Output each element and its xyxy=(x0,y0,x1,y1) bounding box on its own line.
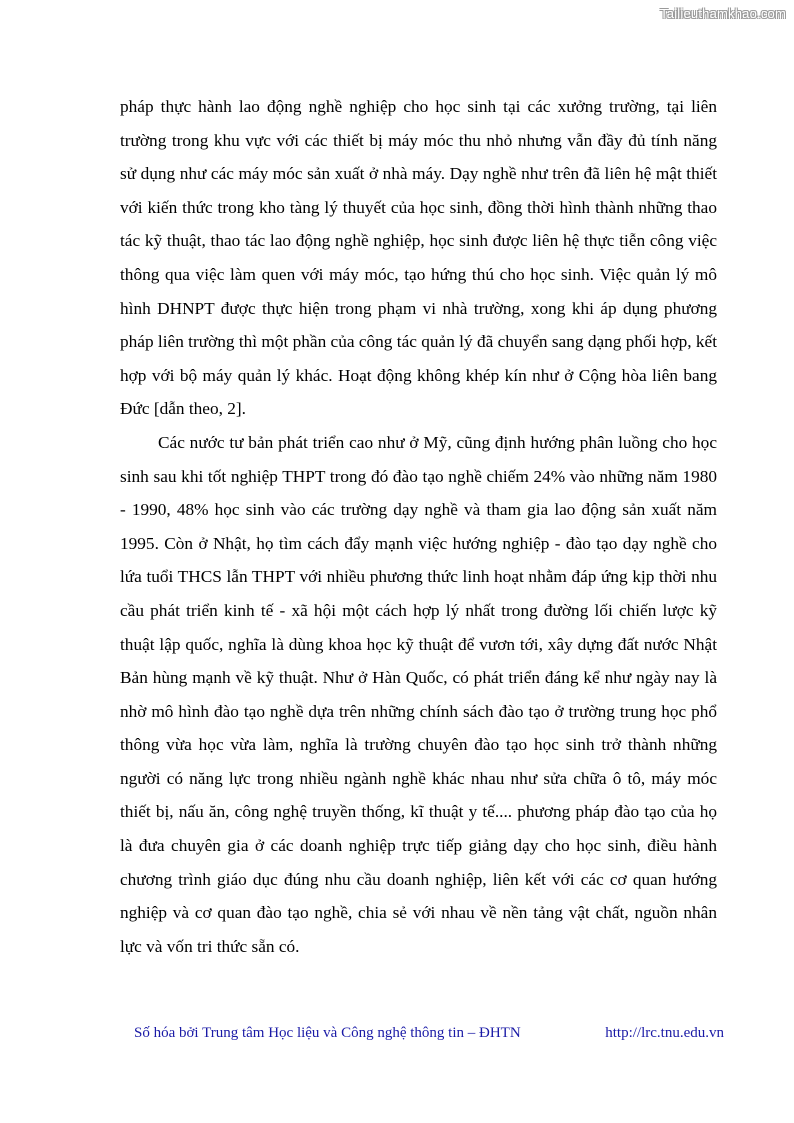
paragraph-continuation: pháp thực hành lao động nghề nghiệp cho học sinh tại các xưởng trường, tại liên trường trong khu vực với các thiết bị máy móc thu nhỏ nhưng vẫn đầy đủ tính năng sử dụng như các máy móc sản xuất ở nhà máy. Dạy nghề như trên đã liên hệ mật thiết với kiến thức trong kho tàng lý thuyết của học sinh, đồng thời hình thành những thao tác kỹ thuật, thao tác lao động nghề nghiệp, học sinh được liên hệ thực tiễn công việc thông qua việc làm quen với máy móc, tạo hứng thú cho học sinh. Việc quản lý mô hình DHNPT được thực hiện trong phạm vi nhà trường, xong khi áp dụng phương pháp liên trường thì một phần của công tác quản lý đã chuyển sang dạng phối hợp, kết hợp với bộ máy quản lý khác. Hoạt động không khép kín như ở Cộng hòa liên bang Đức [dẫn theo, 2]. xyxy=(120,97,717,419)
document-body xyxy=(120,90,717,963)
footer-url-link[interactable]: http://lrc.tnu.edu.vn xyxy=(605,1025,724,1041)
watermark: Tailieuthamkhao.com xyxy=(660,6,786,21)
paragraph-developed-countries: Các nước tư bản phát triển cao như ở Mỹ, cũng định hướng phân luồng cho học sinh sau khi tốt nghiệp THPT trong đó đào tạo nghề chiếm 24% vào những năm 1980 - 1990, 48% học sinh vào các trường dạy nghề và tham gia lao động sản xuất năm 1995. Còn ở Nhật, họ tìm cách đẩy mạnh việc hướng nghiệp - đào tạo dạy nghề cho lứa tuổi THCS lẫn THPT với nhiều phương thức linh hoạt nhằm đáp ứng kịp thời nhu cầu phát triển kinh tế - xã hội một cách hợp lý nhất trong đường lối chiến lược kỹ thuật lập quốc, nghĩa là dùng khoa học kỹ thuật để vươn tới, xây dựng đất nước Nhật Bản hùng mạnh về kỹ thuật. Như ở Hàn Quốc, có phát triển đáng kể như ngày nay là nhờ mô hình đào tạo nghề dựa trên những chính sách đào tạo ở trường trung học phổ thông vừa học vừa làm, nghĩa là trường chuyên đào tạo học sinh trở thành những người có năng lực trong nhiều ngành nghề khác nhau như sửa chữa ô tô, máy móc thiết bị, nấu ăn, công nghệ truyền thống, kĩ thuật y tế.... phương pháp đào tạo của họ là đưa chuyên gia ở các doanh nghiệp trực tiếp giảng dạy cho học sinh, điều hành chương trình giáo dục đúng nhu cầu doanh nghiệp, liên kết với các cơ quan hướng nghiệp và cơ quan đào tạo nghề, chia sẻ với nhau về nền tảng vật chất, nguồn nhân lực và vốn tri thức sẵn có. xyxy=(120,432,717,956)
footer-digitized-by: Số hóa bởi Trung tâm Học liệu và Công nghệ thông tin – ĐHTN xyxy=(134,1025,521,1041)
